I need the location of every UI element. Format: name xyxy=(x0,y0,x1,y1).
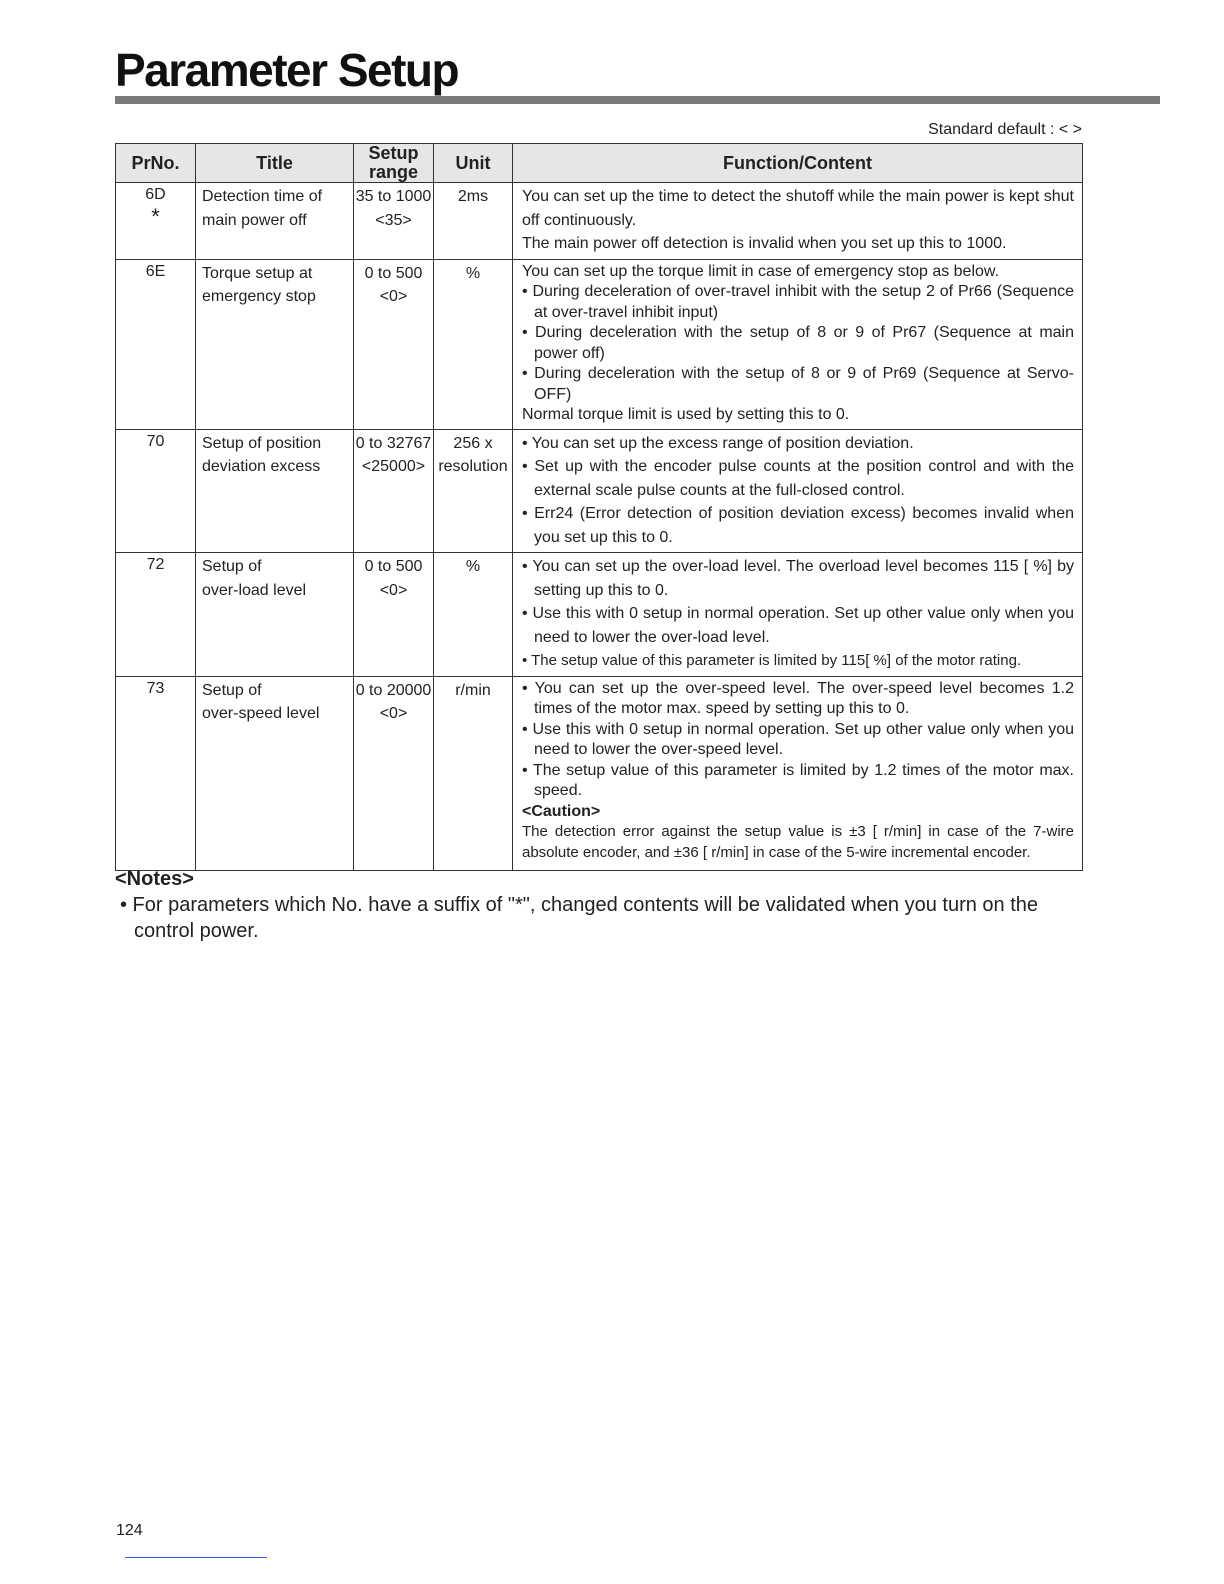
unit-value: % xyxy=(465,558,481,575)
setup-range-cell xyxy=(354,553,434,677)
header-unit: Unit xyxy=(434,144,513,183)
function-bullet: • Use this with 0 setup in normal operation. Set up other value only when you need to lower the over-load level. xyxy=(522,605,1074,646)
param-title-line: Setup of position xyxy=(202,434,322,452)
footer-link-underline xyxy=(125,1557,267,1558)
unit-value: r/min xyxy=(455,681,491,699)
unit-value: resolution xyxy=(438,458,508,475)
unit-cell xyxy=(434,553,513,677)
function-intro: You can set up the torque limit in case of emergency stop as below. xyxy=(522,262,1000,280)
unit-value: % xyxy=(465,264,481,282)
param-title-line: emergency stop xyxy=(202,288,316,305)
table-header-row xyxy=(116,144,1083,183)
function-bullet: • You can set up the over-load level. The overload level becomes 115 [ %] by setting up this to 0. xyxy=(522,558,1074,599)
param-title-line: Detection time of xyxy=(202,188,323,205)
param-title-cell xyxy=(196,676,354,870)
header-setup-range-line2: range xyxy=(368,162,419,182)
suffix-asterisk: * xyxy=(151,203,160,229)
setup-range: 35 to 1000 xyxy=(355,188,432,205)
unit-value: 2ms xyxy=(457,188,489,205)
function-bullet: • The setup value of this parameter is limited by 1.2 times of the motor max. speed. xyxy=(522,761,1074,799)
param-number: 6E xyxy=(145,262,166,280)
function-bullet: • Use this with 0 setup in normal operation. Set up other value only when you need to lower the over-speed level. xyxy=(522,720,1074,758)
setup-range: 0 to 32767 xyxy=(355,434,432,452)
param-number: 70 xyxy=(146,432,165,450)
page-title: Parameter Setup xyxy=(115,44,459,96)
unit-cell xyxy=(434,429,513,553)
function-bullet: • The setup value of this parameter is limited by 115[ %] of the motor rating. xyxy=(522,652,1022,669)
setup-range-cell xyxy=(354,676,434,870)
param-title-line: over-load level xyxy=(202,581,307,599)
function-text: You can set up the time to detect the shutoff while the main power is kept shut off continuously. xyxy=(522,188,1074,229)
setup-range-cell xyxy=(354,183,434,260)
param-number-cell xyxy=(116,553,196,677)
function-bullet: • You can set up the over-speed level. The over-speed level becomes 1.2 times of the motor max. speed by setting up this to 0. xyxy=(522,679,1074,717)
standard-default-note: Standard default : < > xyxy=(928,121,1082,138)
param-title-line: Setup of xyxy=(202,558,262,575)
function-outro: Normal torque limit is used by setting this to 0. xyxy=(522,406,850,423)
function-text: The main power off detection is invalid when you set up this to 1000. xyxy=(522,235,1007,252)
notes-heading: <Notes> xyxy=(115,868,194,890)
function-bullet: • Err24 (Error detection of position deviation excess) becomes invalid when you set up this to 0. xyxy=(522,505,1074,546)
table-row xyxy=(116,429,1083,553)
parameter-table xyxy=(115,143,1083,871)
function-bullet: • You can set up the excess range of position deviation. xyxy=(522,434,914,452)
table-row xyxy=(116,259,1083,429)
setup-range: 0 to 20000 xyxy=(355,681,432,699)
param-title-line: Torque setup at xyxy=(202,264,313,282)
setup-range: 0 to 500 xyxy=(364,558,423,575)
header-title: Title xyxy=(196,144,354,183)
setup-range-cell xyxy=(354,429,434,553)
function-bullet: • During deceleration with the setup of 8 or 9 of Pr69 (Sequence at Servo-OFF) xyxy=(522,365,1074,403)
notes-item: • For parameters which No. have a suffix of "*", changed contents will be validated when you turn on the control power. xyxy=(120,894,1039,942)
notes-section xyxy=(115,866,1090,944)
table-row xyxy=(116,553,1083,677)
function-bullet: • During deceleration with the setup of 8 or 9 of Pr67 (Sequence at main power off) xyxy=(522,324,1074,362)
page-number: 124 xyxy=(116,1522,143,1539)
setup-range: 0 to 500 xyxy=(364,264,423,282)
table-row xyxy=(116,676,1083,870)
default-value: <25000> xyxy=(361,458,426,475)
header-setup-range-line1: Setup xyxy=(368,143,419,163)
header-setup-range xyxy=(354,144,434,183)
default-value: <0> xyxy=(379,288,408,305)
param-number: 6D xyxy=(145,186,166,203)
param-title-cell xyxy=(196,183,354,260)
param-title-line: deviation excess xyxy=(202,458,321,475)
setup-range-cell xyxy=(354,259,434,429)
function-cell xyxy=(513,183,1083,260)
param-title-line: over-speed level xyxy=(202,705,320,722)
function-cell xyxy=(513,676,1083,870)
caution-text: The detection error against the setup value is ±3 [ r/min] in case of the 7-wire absolute encoder, and ±36 [ r/min] in case of the 5-wire incremental encoder. xyxy=(522,823,1074,861)
caution-heading: <Caution> xyxy=(522,802,601,820)
default-value: <0> xyxy=(379,705,408,722)
param-number-cell xyxy=(116,183,196,260)
function-bullet: • Set up with the encoder pulse counts at the position control and with the external scale pulse counts at the full-closed control. xyxy=(522,458,1074,499)
function-cell xyxy=(513,553,1083,677)
header-function: Function/Content xyxy=(513,144,1083,183)
param-title-cell xyxy=(196,259,354,429)
unit-cell xyxy=(434,676,513,870)
table-row xyxy=(116,183,1083,260)
header-prno: PrNo. xyxy=(116,144,196,183)
default-value: <35> xyxy=(375,211,412,229)
function-bullet: • During deceleration of over-travel inhibit with the setup 2 of Pr66 (Sequence at over-travel inhibit input) xyxy=(522,283,1074,321)
param-title-cell xyxy=(196,429,354,553)
param-number-cell xyxy=(116,429,196,553)
function-cell xyxy=(513,259,1083,429)
unit-value: 256 x xyxy=(453,434,493,452)
param-title-line: main power off xyxy=(202,211,307,229)
unit-cell xyxy=(434,183,513,260)
param-number: 72 xyxy=(146,556,165,573)
function-cell xyxy=(513,429,1083,553)
param-title-line: Setup of xyxy=(202,681,262,699)
unit-cell xyxy=(434,259,513,429)
param-number: 73 xyxy=(146,679,165,697)
param-number-cell xyxy=(116,259,196,429)
title-rule xyxy=(115,96,1160,104)
param-title-cell xyxy=(196,553,354,677)
param-number-cell xyxy=(116,676,196,870)
default-value: <0> xyxy=(379,581,408,599)
